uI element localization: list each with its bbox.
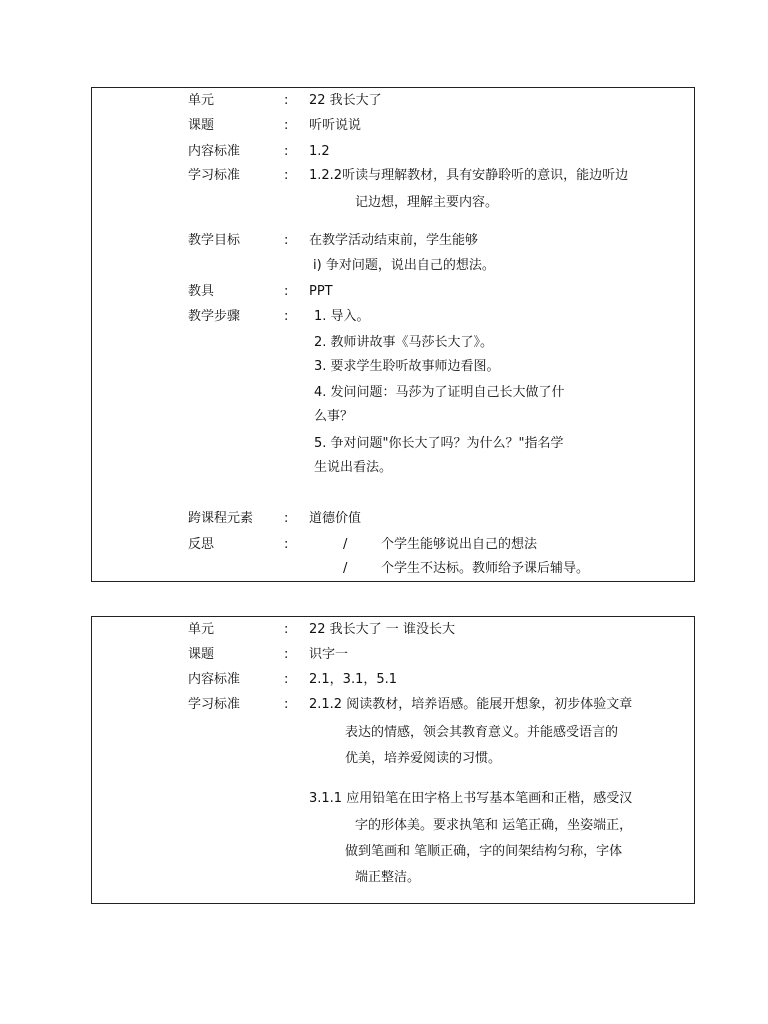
row-step	[92, 407, 694, 427]
teaching-aid-label: 教具	[188, 284, 215, 299]
row-reflection-2	[92, 559, 694, 579]
row-unit	[92, 620, 694, 640]
step-item: 5. 争对问题"你长大了吗？为什么？"指名学	[314, 436, 564, 451]
colon: :	[284, 284, 289, 299]
row-learning-standard-cont	[92, 193, 694, 213]
step-item: 3. 要求学生聆听故事师边看图。	[314, 359, 500, 374]
learning-standard-label: 学习标准	[188, 697, 241, 712]
learning-standard-value: 1.2.2听读与理解教材，具有安静聆听的意识，能边听边	[309, 168, 629, 183]
standard-2-1-2-cont: 优美，培养爱阅读的习惯。	[345, 751, 502, 766]
content-standard-label: 内容标准	[188, 144, 241, 159]
step-item: 2. 教师讲故事《马莎长大了》。	[314, 335, 494, 350]
row-standard-cont	[92, 816, 694, 836]
row-content-standard	[92, 670, 694, 690]
row-content-standard	[92, 142, 694, 162]
row-standard-cont	[92, 842, 694, 862]
colon: :	[284, 309, 289, 324]
row-step	[92, 357, 694, 377]
row-objective	[92, 231, 694, 251]
topic-label: 课题	[188, 647, 215, 662]
reflection-text: 个学生不达标。教师给予课后辅导。	[381, 561, 590, 576]
row-reflection	[92, 535, 694, 555]
colon: :	[284, 511, 289, 526]
step-item-cont: 生说出看法。	[314, 460, 393, 475]
reflection-slash: /	[343, 561, 348, 576]
colon: :	[284, 144, 289, 159]
row-standard-3-1-1	[92, 789, 694, 809]
unit-value: 22 我长大了 一 谁没长大	[309, 622, 455, 637]
lesson-plan-table-1	[91, 87, 695, 582]
standard-3-1-1-cont: 做到笔画和 笔顺正确，字的间架结构匀称，字体	[345, 844, 623, 859]
objective-label: 教学目标	[188, 233, 241, 248]
colon: :	[284, 93, 289, 108]
unit-label: 单元	[188, 622, 215, 637]
row-teaching-aid	[92, 282, 694, 302]
content-standard-value: 1.2	[309, 144, 330, 159]
unit-value: 22 我长大了	[309, 93, 382, 108]
colon: :	[284, 118, 289, 133]
reflection-label: 反思	[188, 537, 215, 552]
objective-item: i) 争对问题，说出自己的想法。	[313, 258, 495, 273]
standard-3-1-1: 3.1.1 应用铅笔在田字格上书写基本笔画和正楷，感受汉	[309, 791, 633, 806]
standard-3-1-1-cont: 字的形体美。要求执笔和 运笔正确，坐姿端正，	[355, 818, 633, 833]
step-item: 4. 发问问题：马莎为了证明自己长大做了什	[314, 385, 565, 400]
row-step	[92, 434, 694, 454]
row-learning-standard	[92, 695, 694, 715]
row-step	[92, 383, 694, 403]
learning-standard-label: 学习标准	[188, 168, 241, 183]
reflection-text: 个学生能够说出自己的想法	[381, 537, 538, 552]
colon: :	[284, 168, 289, 183]
row-step	[92, 458, 694, 478]
row-step	[92, 333, 694, 353]
row-unit	[92, 91, 694, 111]
row-topic	[92, 116, 694, 136]
content-standard-label: 内容标准	[188, 672, 241, 687]
unit-label: 单元	[188, 93, 215, 108]
content-standard-value: 2.1，3.1，5.1	[309, 672, 398, 687]
standard-3-1-1-cont: 端正整洁。	[355, 870, 421, 885]
row-standard-cont	[92, 749, 694, 769]
step-item: 1. 导入。	[314, 309, 370, 324]
row-cross-curricular	[92, 509, 694, 529]
row-objective-cont	[92, 256, 694, 276]
teaching-aid-value: PPT	[309, 284, 333, 299]
row-standard-cont	[92, 868, 694, 888]
colon: :	[284, 672, 289, 687]
row-learning-standard	[92, 166, 694, 186]
colon: :	[284, 697, 289, 712]
steps-label: 教学步骤	[188, 309, 241, 324]
colon: :	[284, 537, 289, 552]
row-standard-cont	[92, 723, 694, 743]
topic-value: 听听说说	[309, 118, 362, 133]
colon: :	[284, 622, 289, 637]
learning-standard-value: 2.1.2 阅读教材，培养语感。能展开想象，初步体验文章	[309, 697, 633, 712]
learning-standard-value-cont: 记边想，理解主要内容。	[355, 195, 499, 210]
topic-value: 识字一	[309, 647, 349, 662]
cross-curricular-value: 道德价值	[309, 511, 362, 526]
colon: :	[284, 233, 289, 248]
row-steps	[92, 307, 694, 327]
step-item-cont: 么事？	[314, 409, 354, 424]
lesson-plan-table-2	[91, 616, 695, 904]
cross-curricular-label: 跨课程元素	[188, 511, 254, 526]
objective-value: 在教学活动结束前，学生能够	[309, 233, 479, 248]
row-topic	[92, 645, 694, 665]
colon: :	[284, 647, 289, 662]
topic-label: 课题	[188, 118, 215, 133]
standard-2-1-2-cont: 表达的情感，领会其教育意义。并能感受语言的	[345, 725, 619, 740]
reflection-slash: /	[343, 537, 348, 552]
